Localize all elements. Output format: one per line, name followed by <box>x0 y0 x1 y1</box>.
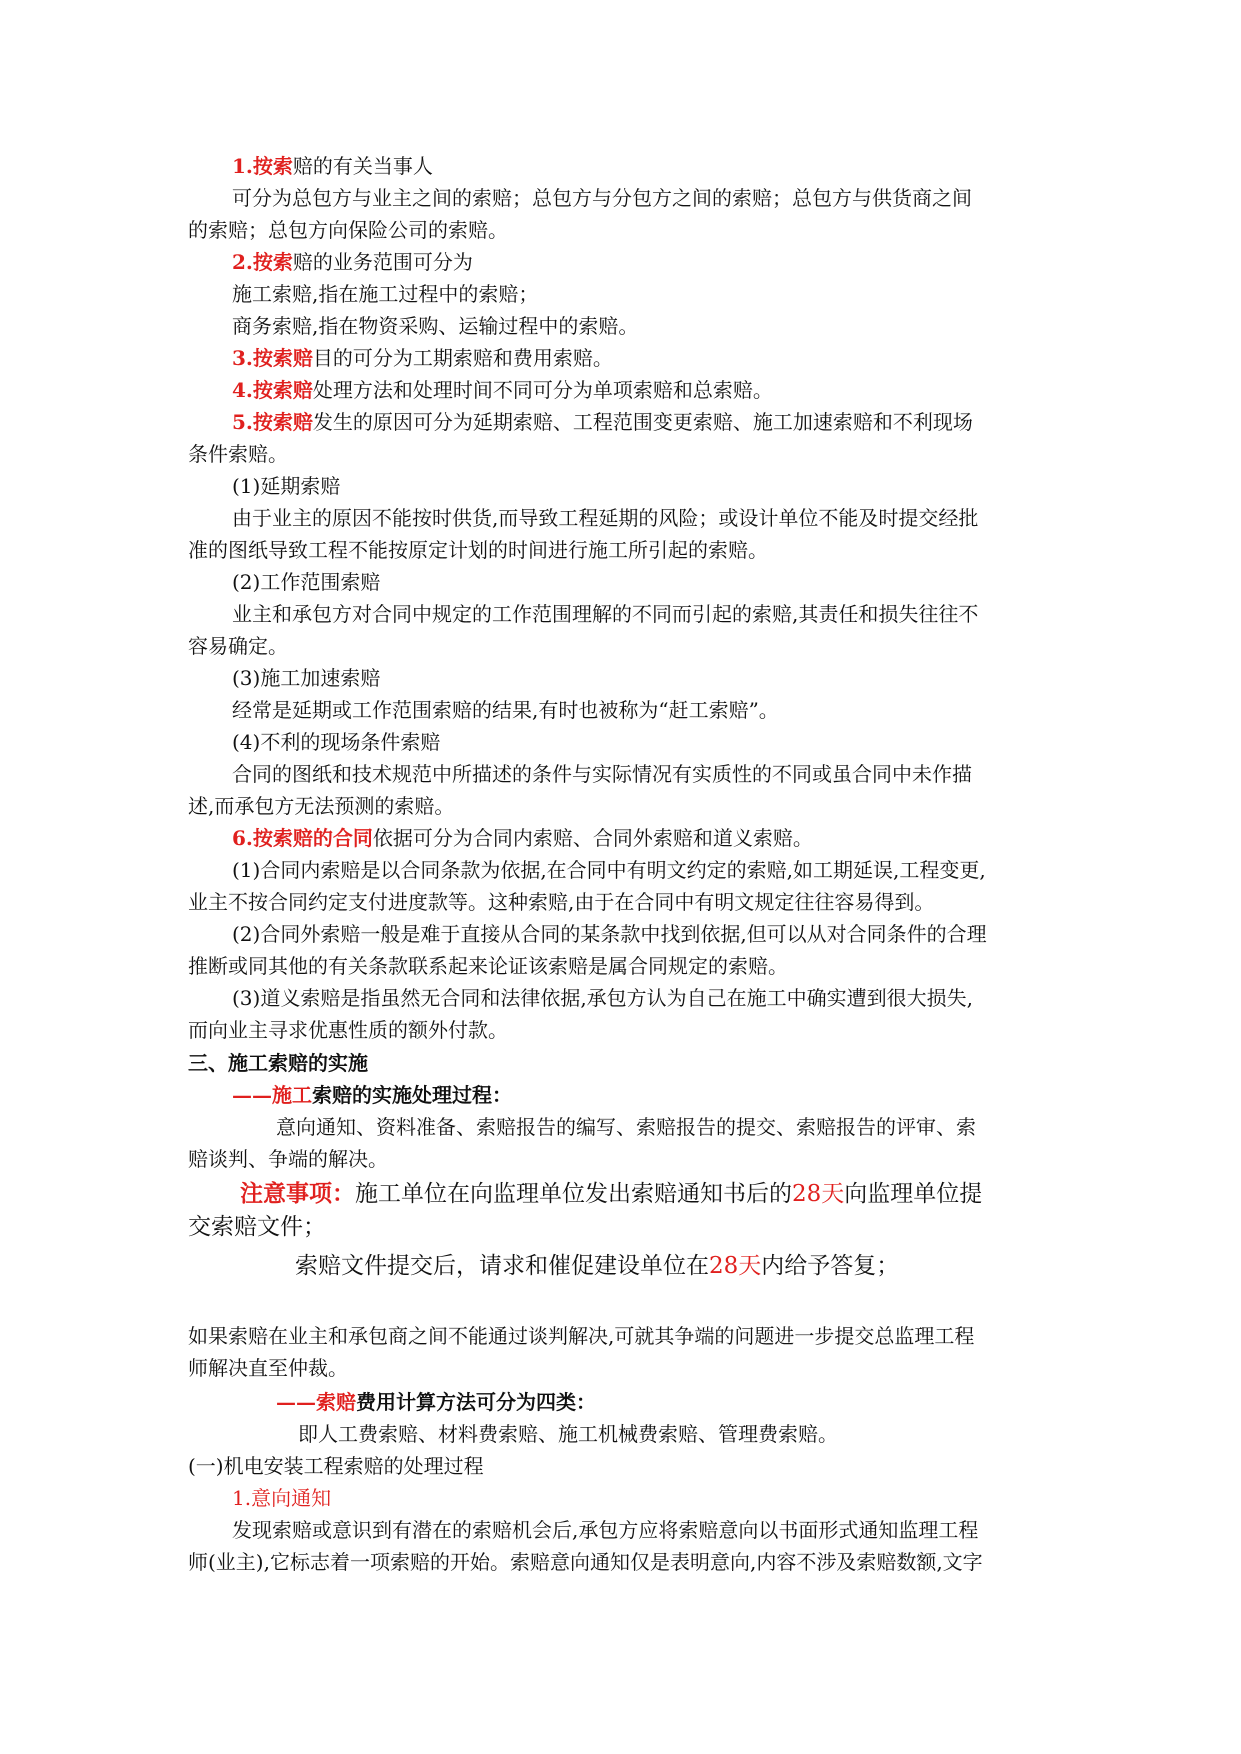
subsection-text: 容易确定。 <box>188 634 288 658</box>
arbitration-text: 如果索赔在业主和承包商之间不能通过谈判解决,可就其争端的问题进一步提交总监理工程 <box>188 1324 975 1348</box>
section-1-text: 的索赔；总包方向保险公司的索赔。 <box>188 218 508 242</box>
subsection-text: 准的图纸导致工程不能按原定计划的时间进行施工所引起的索赔。 <box>188 538 768 562</box>
subsection-title: (2)工作范围索赔 <box>232 570 381 594</box>
subsection-title: (4)不利的现场条件索赔 <box>232 730 441 754</box>
subsection-text: 由于业主的原因不能按时供货,而导致工程延期的风险；或设计单位不能及时提交经批 <box>232 506 979 530</box>
section-2-heading: 2.按索赔的业务范围可分为 <box>232 250 473 274</box>
list-item-text: (1)合同内索赔是以合同条款为依据,在合同中有明文约定的索赔,如工期延误,工程变更, <box>232 858 986 882</box>
list-item-text: (3)道义索赔是指虽然无合同和法律依据,承包方认为自己在施工中确实遭到很大损失, <box>232 986 974 1010</box>
process-text: 意向通知、资料准备、索赔报告的编写、索赔报告的提交、索赔报告的评审、索 <box>276 1115 976 1139</box>
section-4-heading: 4.按索赔处理方法和处理时间不同可分为单项索赔和总索赔。 <box>232 378 773 402</box>
subsection-title: (3)施工加速索赔 <box>232 666 381 690</box>
process-heading: ——施工索赔的实施处理过程： <box>232 1083 512 1107</box>
section-5-heading: 5.按索赔发生的原因可分为延期索赔、工程范围变更索赔、施工加速索赔和不利现场 <box>232 410 973 434</box>
list-item-text: 而向业主寻求优惠性质的额外付款。 <box>188 1018 508 1042</box>
arbitration-text: 师解决直至仲裁。 <box>188 1356 348 1380</box>
subsection-title: (1)延期索赔 <box>232 474 341 498</box>
list-item-text: (2)合同外索赔一般是难于直接从合同的某条款中找到依据,但可以从对合同条件的合理 <box>232 922 987 946</box>
notice-line: 注意事项：施工单位在向监理单位发出索赔通知书后的28天向监理单位提 <box>240 1180 983 1207</box>
list-item-text: 业主不按合同约定支付进度款等。这种索赔,由于在合同中有明文规定往往容易得到。 <box>188 890 935 914</box>
cost-text: 即人工费索赔、材料费索赔、施工机械费索赔、管理费索赔。 <box>298 1422 838 1446</box>
cost-heading: ——索赔费用计算方法可分为四类： <box>276 1390 596 1414</box>
section-2-text: 商务索赔,指在物资采购、运输过程中的索赔。 <box>232 314 639 338</box>
subsection-text: 述,而承包方无法预测的索赔。 <box>188 794 455 818</box>
section-1-text: 可分为总包方与业主之间的索赔；总包方与分包方之间的索赔；总包方与供货商之间 <box>232 186 972 210</box>
section-6-heading: 6.按索赔的合同依据可分为合同内索赔、合同外索赔和道义索赔。 <box>232 826 813 850</box>
notice-line: 索赔文件提交后，请求和催促建设单位在28天内给予答复； <box>295 1253 900 1279</box>
section-5-text: 条件索赔。 <box>188 442 288 466</box>
subsection-text: 经常是延期或工作范围索赔的结果,有时也被称为“赶工索赔”。 <box>232 698 779 722</box>
section-3-heading: 3.按索赔目的可分为工期索赔和费用索赔。 <box>232 346 613 370</box>
notice-line: 交索赔文件； <box>188 1214 326 1240</box>
section-2-text: 施工索赔,指在施工过程中的索赔； <box>232 282 539 306</box>
subsection-text: 业主和承包方对合同中规定的工作范围理解的不同而引起的索赔,其责任和损失往往不 <box>232 602 979 626</box>
part-3-heading: 三、施工索赔的实施 <box>188 1051 368 1075</box>
list-item-text: 推断或同其他的有关条款联系起来论证该索赔是属合同规定的索赔。 <box>188 954 788 978</box>
part-a-subheading: 1.意向通知 <box>232 1486 332 1510</box>
intent-text: 师(业主),它标志着一项索赔的开始。索赔意向通知仅是表明意向,内容不涉及索赔数额,文字 <box>188 1550 983 1574</box>
intent-text: 发现索赔或意识到有潜在的索赔机会后,承包方应将索赔意向以书面形式通知监理工程 <box>232 1518 979 1542</box>
process-text: 赔谈判、争端的解决。 <box>188 1147 388 1171</box>
part-a-heading: (一)机电安装工程索赔的处理过程 <box>188 1454 484 1478</box>
subsection-text: 合同的图纸和技术规范中所描述的条件与实际情况有实质性的不同或虽合同中未作描 <box>232 762 972 786</box>
section-1-heading: 1.按索赔的有关当事人 <box>232 154 433 178</box>
